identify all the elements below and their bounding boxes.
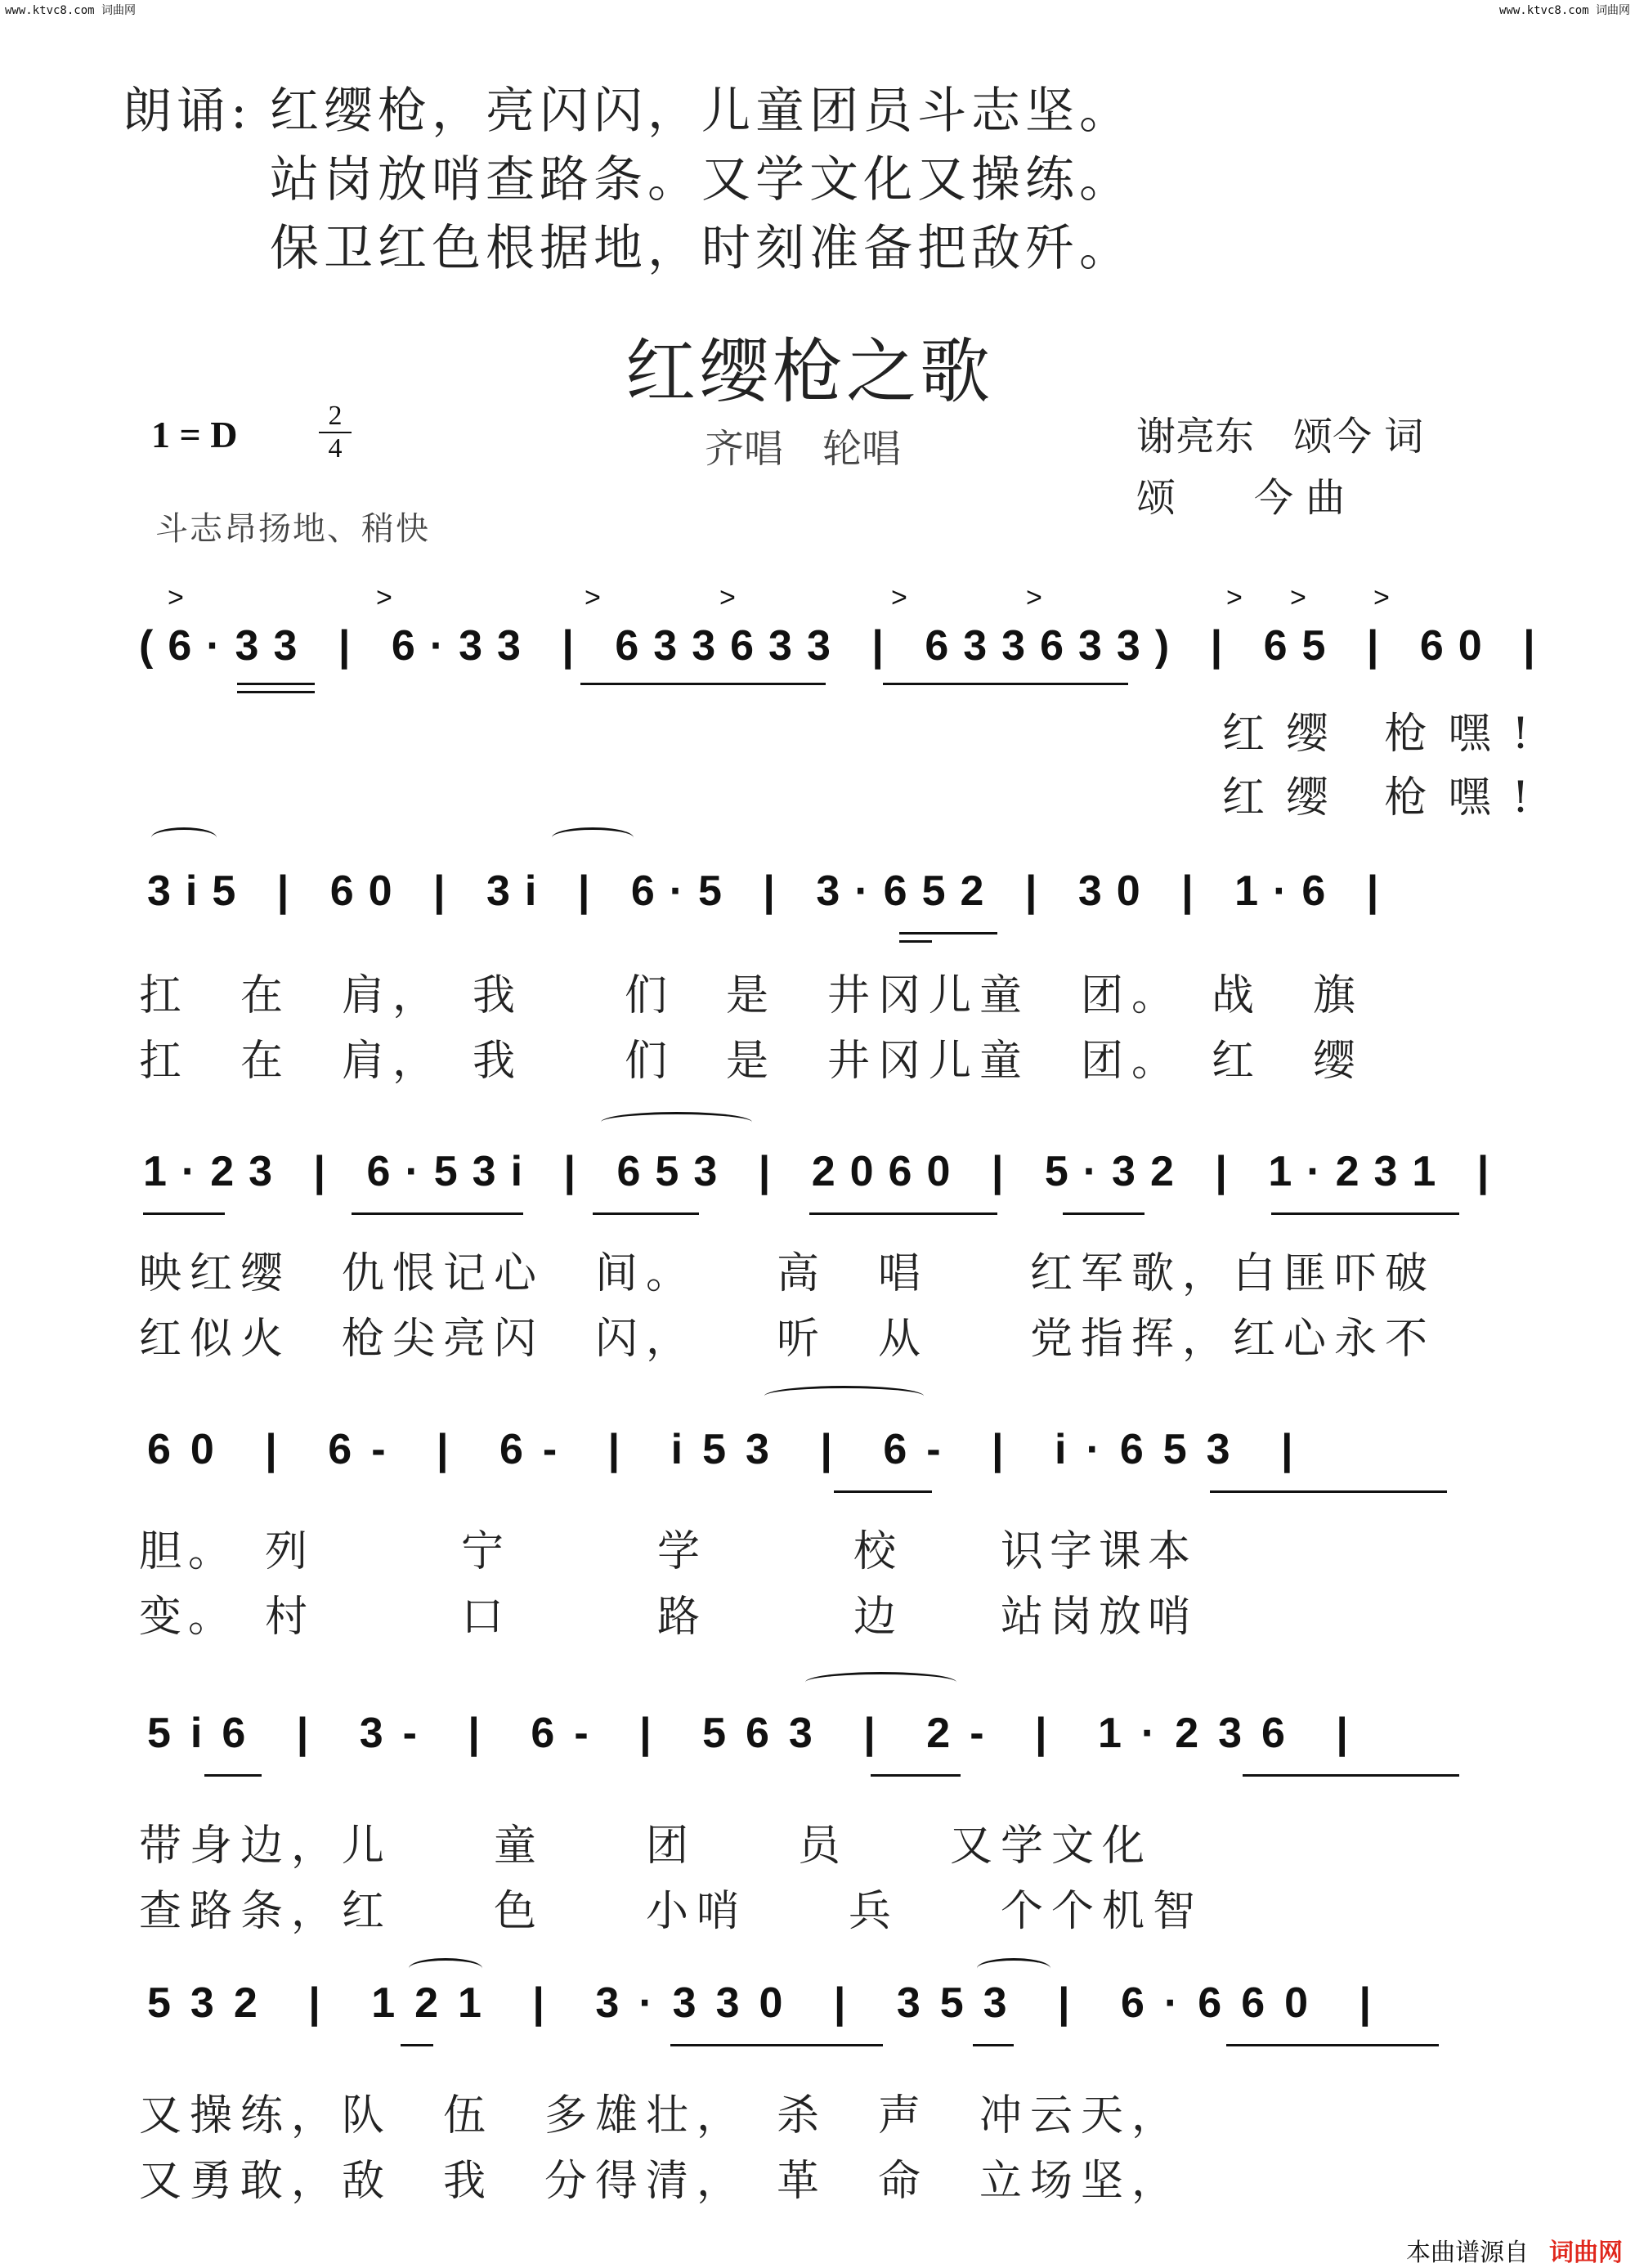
lyric-verse-1: 胆。 列 宁 学 校 识字课本 [139, 1527, 1198, 1576]
lyric-verse-2: 扛 在 肩， 我 们 是 井冈儿童 团。 红 缨 [139, 1037, 1364, 1086]
accent-marks: > [168, 582, 184, 613]
lyric-verse-2: 又勇敢，敌 我 分得清， 革 命 立场坚， [139, 2157, 1183, 2206]
lyric-verse-2: 变。 村 口 路 边 站岗放哨 [139, 1593, 1198, 1642]
time-signature [319, 402, 352, 463]
song-title: 红缨枪之歌 [625, 331, 993, 413]
notation-line: 3i5 | 60 | 3i | 6·5 | 3·652 | 30 | 1·6 | [147, 867, 1394, 915]
accent-marks: > [891, 582, 907, 613]
footer-source: 本曲谱源自 [1406, 2239, 1529, 2267]
notation-line: 1·23 | 6·53i | 653 | 2060 | 5·32 | 1·231 | [143, 1148, 1504, 1195]
credit-music: 颂 今 曲 [1136, 475, 1346, 521]
lyric-verse-2: 红似火 枪尖亮闪 闪， 听 从 党指挥，红心永不 [139, 1315, 1436, 1364]
credit-lyrics: 谢亮东 颂今 词 [1136, 414, 1424, 459]
accent-marks: > [1026, 582, 1042, 613]
lyric-verse-2: 红缨 枪嘿! [1222, 773, 1551, 822]
accent-marks: > [1226, 582, 1243, 613]
recitation-line-1: 红缨枪，亮闪闪，儿童团员斗志坚。 [270, 83, 1133, 140]
key-signature: 1 = D [151, 414, 238, 455]
notation-line: 5i6 | 3- | 6- | 563 | 2- | 1·236 | [147, 1710, 1368, 1757]
lyric-verse-1: 映红缨 仇恨记心 间。 高 唱 红军歌，白匪吓破 [139, 1249, 1436, 1298]
accent-marks: > [719, 582, 736, 613]
accent-marks: > [585, 582, 601, 613]
lyric-verse-1: 又操练，队 伍 多雄壮， 杀 声 冲云天， [139, 2091, 1183, 2140]
corner-site-right: www.ktvc8.com 词曲网 [1498, 4, 1630, 17]
accent-marks: > [1373, 582, 1390, 613]
time-top: 2 [328, 401, 343, 431]
performance-style: 齐唱 轮唱 [705, 426, 902, 472]
accent-marks: > [1290, 582, 1306, 613]
lyric-verse-1: 扛 在 肩， 我 们 是 井冈儿童 团。 战 旗 [139, 971, 1364, 1020]
lyric-verse-1: 红缨 枪嘿! [1222, 710, 1551, 759]
recitation-line-3: 保卫红色根据地，时刻准备把敌歼。 [270, 220, 1133, 277]
lyric-verse-2: 查路条，红 色 小哨 兵 个个机智 [139, 1887, 1204, 1936]
recitation-line-2: 站岗放哨查路条。又学文化又操练。 [270, 151, 1133, 208]
accent-marks: > [376, 582, 392, 613]
recitation-label: 朗诵: [123, 83, 253, 140]
notation-line: 60 | 6- | 6- | i53 | 6- | i·653 | [147, 1426, 1313, 1473]
lyric-verse-1: 带身边，儿 童 团 员 又学文化 [139, 1822, 1153, 1871]
tempo-marking: 斗志昂扬地、稍快 [155, 510, 430, 548]
footer-brand-logo[interactable]: 词曲网 [1549, 2239, 1623, 2267]
notation-line: 532 | 121 | 3·330 | 353 | 6·660 | [147, 1979, 1391, 2027]
notation-line: (6·33 | 6·33 | 633633 | 633633) | 65 | 60 | [139, 622, 1550, 670]
corner-site-left: www.ktvc8.com 词曲网 [5, 4, 137, 17]
time-bottom: 4 [328, 433, 343, 464]
